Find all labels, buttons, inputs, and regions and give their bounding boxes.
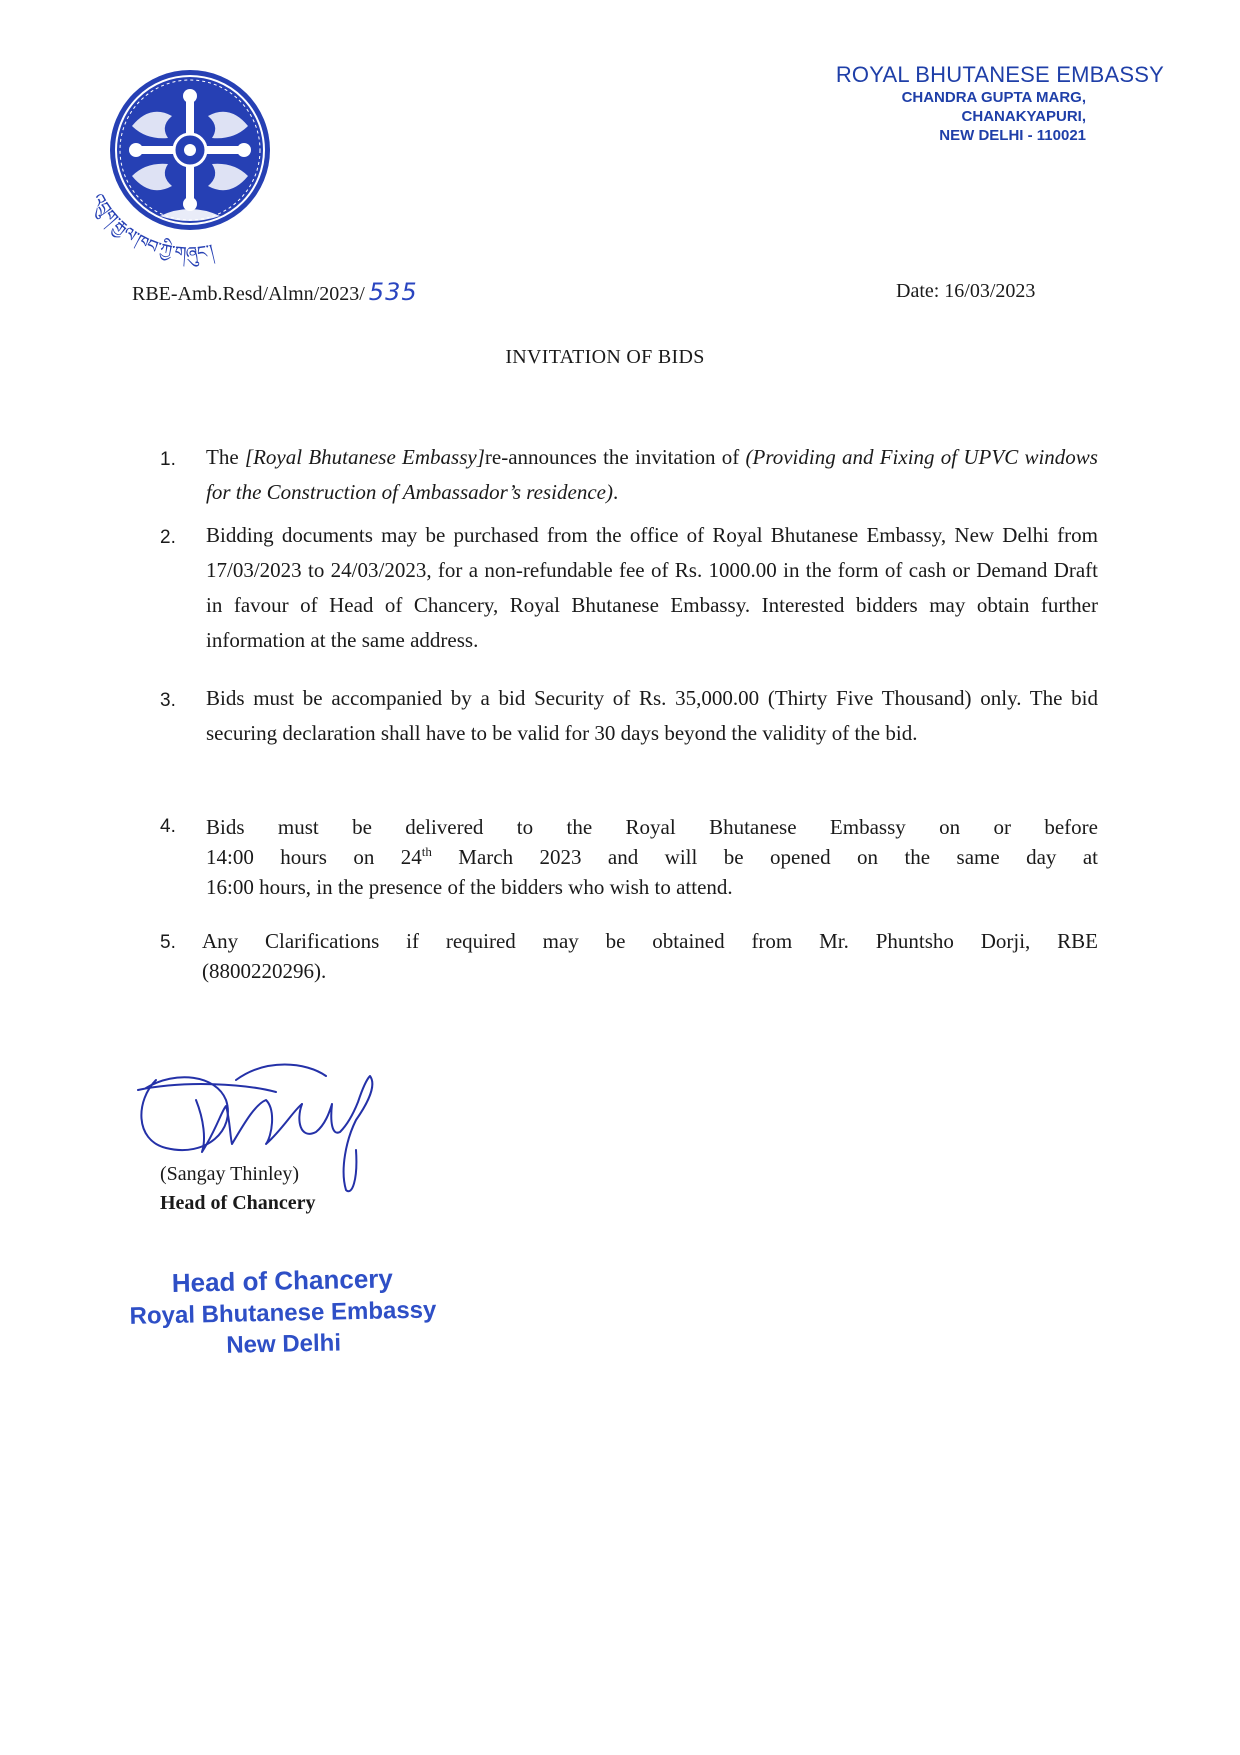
official-stamp [122, 1261, 444, 1363]
signatory-title: Head of Chancery [160, 1192, 316, 1214]
reference-prefix: RBE-Amb.Resd/Almn/2023/ [132, 283, 365, 305]
item-text: Bidding documents may be purchased from the office of Royal Bhutanese Embassy, New Delhi from 17/03/2023 to 24/03/2023, for a non-refundable fee of Rs. 1000.00 in the form of cash or Demand Draft in favour of Head of Chancery, Royal Bhutanese Embassy. Interested bidders may obtain further information at the same address. [206, 523, 1098, 652]
embassy-letterhead [744, 62, 1164, 145]
item-text: Bids must be delivered to the Royal Bhutanese Embassy on or before 14:00 hours on 24th March 2023 and will be opened on the same day at 16:00 hours, in the presence of the bidders who wish to attend. [206, 815, 1098, 899]
item-number: 3. [160, 690, 176, 711]
item-number: 1. [160, 449, 176, 470]
signatory-name: (Sangay Thinley) [160, 1163, 300, 1185]
bid-item-3 [160, 681, 1098, 751]
bid-item-4 [160, 812, 1098, 902]
bid-item-5 [160, 926, 1098, 986]
stamp-line-2: Royal Bhutanese Embassy [129, 1296, 437, 1330]
handwritten-reference-number: 535 [368, 278, 418, 306]
item-text: Any Clarifications if required may be obtained from Mr. Phuntsho Dorji, RBE (8800220296). [202, 929, 1098, 983]
bid-item-2 [160, 518, 1098, 658]
address-line-2: CHANAKYAPURI, [961, 108, 1086, 125]
bid-item-1 [160, 440, 1098, 510]
reference-number [132, 278, 418, 306]
address-line-1: CHANDRA GUPTA MARG, [901, 89, 1086, 106]
item-number: 5. [160, 932, 176, 953]
stamp-line-1: Head of Chancery [171, 1263, 394, 1298]
item-text: Bids must be accompanied by a bid Security of Rs. 35,000.00 (Thirty Five Thousand) only. The bid securing declaration shall have to be valid for 30 days beyond the validity of the bid. [206, 686, 1098, 745]
item-number: 2. [160, 527, 176, 548]
embassy-name: ROYAL BHUTANESE EMBASSY [835, 62, 1164, 87]
emblem-inscription: འབྲུག་རྒྱལ་ཁབ་ཀྱི་གཞུང་། [87, 190, 216, 264]
address-line-3: NEW DELHI - 110021 [939, 127, 1086, 144]
document-heading: INVITATION OF BIDS [505, 346, 705, 368]
item-number: 4. [160, 816, 176, 837]
letter-date: Date: 16/03/2023 [896, 280, 1036, 302]
stamp-line-3: New Delhi [226, 1329, 342, 1359]
bhutan-emblem-icon [62, 66, 314, 278]
item-text: The [Royal Bhutanese Embassy]re-announces the invitation of (Providing and Fixing of UPVC windows for the Construction of Ambassador’s residence). [206, 445, 1098, 504]
